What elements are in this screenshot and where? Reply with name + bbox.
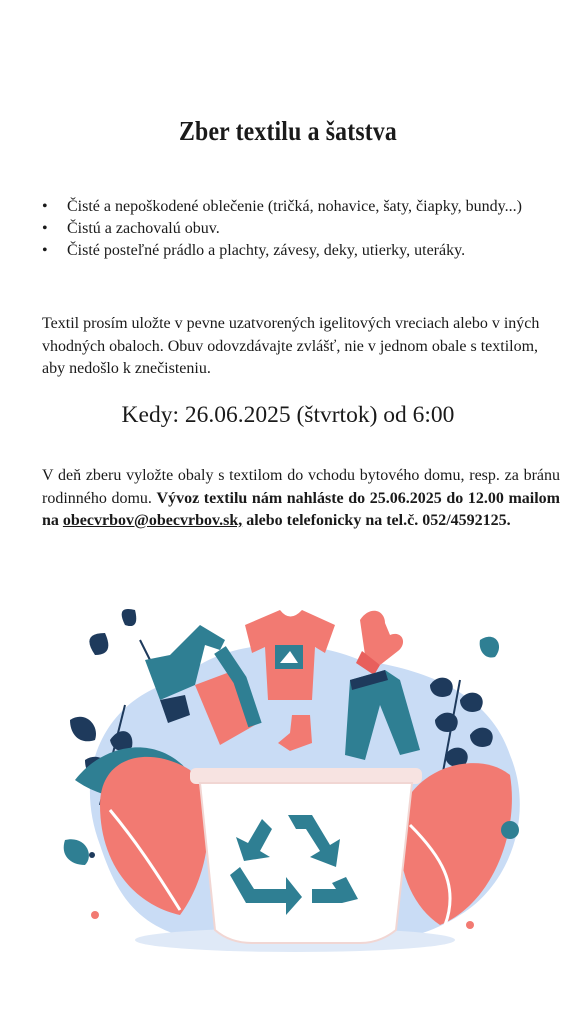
phone-text: alebo telefonicky na tel.č. 052/4592125. xyxy=(246,512,511,529)
page-title: Zber textilu a šatstva xyxy=(179,116,397,146)
collection-instructions xyxy=(42,465,560,533)
collection-plain-text: V deň zberu vyložte obaly s textilom do vchodu bytového domu, resp. za bránu rodinného domu. xyxy=(42,467,560,507)
list-item: • Čisté posteľné prádlo a plachty, závesy, deky, utierky, uteráky. xyxy=(40,240,554,262)
packaging-instructions: Textil prosím uložte v pevne uzatvorených igelitových vreciach alebo v iných vhodných obaloch. Obuv odovzdávajte zvlášť, nie v jednom obale s textilom, aby nedošlo k znečisteniu. xyxy=(42,315,540,377)
glove-icon xyxy=(356,611,403,675)
collection-date: Kedy: 26.06.2025 (štvrtok) od 6:00 xyxy=(121,402,455,428)
email-link[interactable]: obecvrbov@obecvrbov.sk, xyxy=(62,512,243,529)
list-item: • Čistú a zachovalú obuv. xyxy=(40,218,554,240)
recycling-bin xyxy=(190,768,422,943)
list-item: • Čisté a nepoškodené oblečenie (tričká, nohavice, šaty, čiapky, bundy...) xyxy=(40,196,554,218)
accepted-items-list xyxy=(40,196,554,262)
report-text: Vývoz textilu nám nahláste do 25.06.2025 do 12.00 mailom na xyxy=(42,489,561,529)
recycling-illustration xyxy=(40,585,540,980)
